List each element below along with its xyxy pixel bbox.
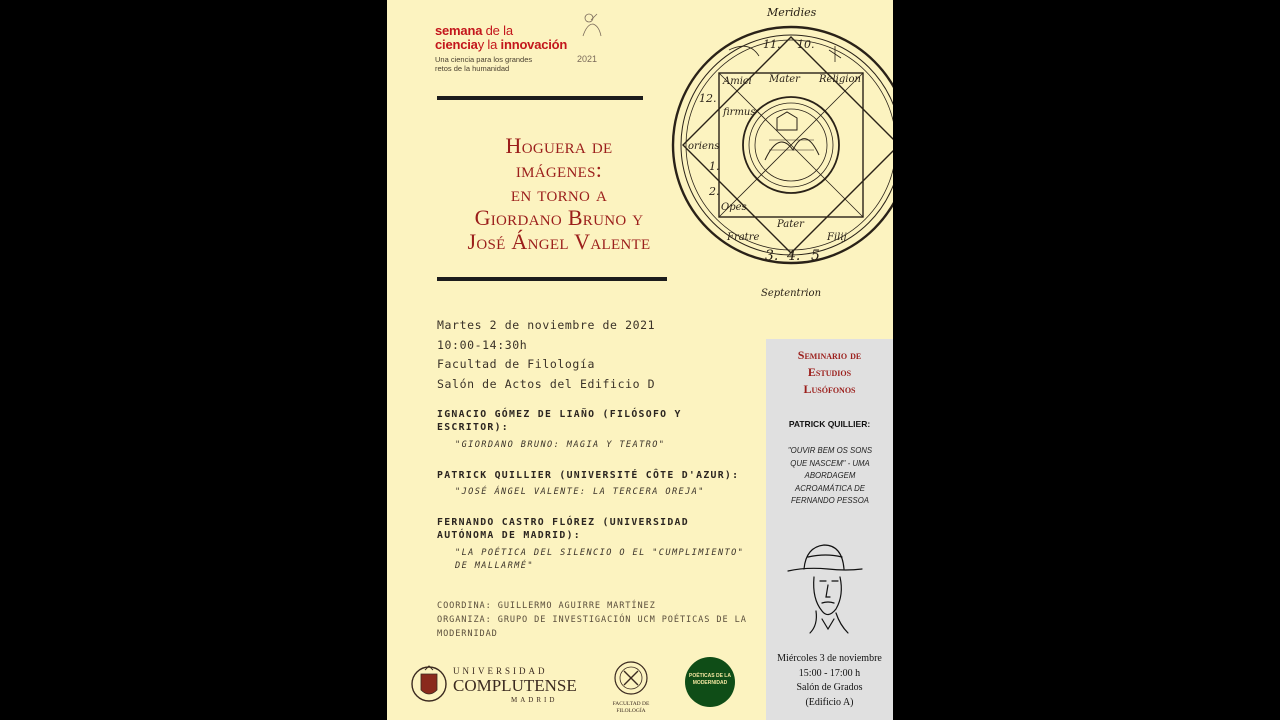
title-line-2: imágenes:	[515, 157, 603, 182]
numeral-2: 2.	[709, 185, 720, 198]
seminario-talk-line-5: FERNANDO PESSOA	[791, 496, 869, 505]
speaker-1-name-line-2: ESCRITOR):	[437, 422, 509, 433]
speaker-2-talk: "JOSÉ ÁNGEL VALENTE: LA TERCERA OREJA"	[455, 487, 705, 497]
seminario-heading	[766, 347, 893, 398]
speaker-2-name-line-1: PATRICK QUILLIER (UNIVERSITÉ CÔTE D'AZUR):	[437, 470, 740, 481]
speaker-3-name-line-1: FERNANDO CASTRO FLÓREZ (UNIVERSIDAD	[437, 517, 689, 528]
yla-word: y la	[477, 37, 498, 52]
numeral-1: 1.	[709, 160, 720, 173]
title-line-3: en torno a	[510, 181, 608, 206]
ucm-universidad: UNIVERSIDAD	[453, 666, 548, 676]
speaker-3-talk	[455, 547, 744, 573]
numeral-10: 10.	[797, 38, 815, 51]
seminario-heading-line-3: Lusófonos	[803, 382, 856, 396]
seminario-talk-line-4: ACROAMÁTICA DE	[795, 483, 865, 493]
innovation-figure-icon	[577, 12, 607, 42]
bottom-divider	[437, 277, 667, 281]
label-oriens: oriens	[688, 141, 720, 152]
ucm-complutense: COMPLUTENSE	[453, 676, 577, 695]
label-mater: Mater	[769, 74, 800, 85]
seminario-talk-line-3: ABORDAGEM	[804, 471, 856, 480]
tagline-line-1: Una ciencia para los grandes	[435, 55, 533, 64]
label-pater: Pater	[777, 219, 804, 230]
organiza-line-2: MODERNIDAD	[437, 628, 498, 639]
filologia-line-2: FILOLOGÍA	[616, 708, 646, 714]
numeral-12: 12.	[699, 92, 717, 105]
seminario-talk-line-2: QUE NASCEM" - UMA	[790, 458, 870, 468]
speaker-3-talk-line-1: "LA POÉTICA DEL SILENCIO O EL "CUMPLIMIENTO"	[455, 548, 745, 558]
event-title	[439, 134, 679, 254]
poeticas-modernidad-logo	[685, 657, 735, 707]
astrological-chart-engraving	[669, 0, 893, 312]
numeral-3: 3.	[765, 248, 779, 264]
seminario-time: 15:00 - 17:00 h	[798, 667, 861, 679]
filologia-logo	[609, 660, 653, 715]
speaker-3-name	[437, 516, 689, 542]
event-faculty: Facultad de Filología	[437, 357, 595, 371]
ciencia-word: ciencia	[435, 37, 478, 52]
speaker-1-name-line-1: IGNACIO GÓMEZ DE LIAÑO (FILÓSOFO Y	[437, 409, 682, 420]
poeticas-line-1: POÉTICAS DE LA	[689, 673, 731, 679]
coordina-credit: COORDINA: GUILLERMO AGUIRRE MARTÍNEZ	[437, 601, 656, 611]
dela-word: de la	[485, 23, 513, 38]
seminario-talk	[772, 445, 888, 508]
seminario-panel	[766, 339, 893, 720]
seminario-speaker: PATRICK QUILLIER:	[788, 419, 871, 429]
ucm-madrid: MADRID	[511, 696, 558, 704]
seminario-talk-line-1: "OUVIR BEM OS SONS	[787, 446, 873, 455]
ucm-crest-icon	[411, 662, 447, 706]
seminario-date: Miércoles 3 de noviembre	[777, 653, 882, 664]
seminario-room: Salón de Grados	[796, 682, 863, 693]
label-opes: Opes	[721, 202, 747, 213]
speaker-1-talk: "GIORDANO BRUNO: MAGIA Y TEATRO"	[455, 440, 666, 450]
numeral-4: 4.	[787, 248, 801, 264]
label-amici: Amici	[723, 76, 752, 87]
organiza-line-1: ORGANIZA: GRUPO DE INVESTIGACIÓN UCM POÉTICAS DE LA	[437, 615, 747, 625]
filologia-emblem-icon	[613, 660, 649, 696]
semana-year: 2021	[577, 54, 598, 64]
filologia-line-1: FACULTAD DE	[612, 701, 650, 707]
event-room: Salón de Actos del Edificio D	[437, 376, 656, 391]
organiza-credit	[437, 614, 747, 641]
title-line-5: José Ángel Valente	[467, 229, 651, 254]
speaker-2-name	[437, 469, 739, 482]
poeticas-line-2: MODERNIDAD	[692, 680, 728, 686]
label-filij: Filij	[827, 232, 847, 243]
speaker-1-name	[437, 408, 682, 434]
title-line-1: Hoguera de	[505, 133, 613, 158]
label-fratre: Fratre	[727, 232, 760, 243]
pessoa-portrait-sketch	[766, 529, 893, 639]
seminario-details	[766, 652, 893, 710]
label-meridies: Meridies	[767, 6, 817, 19]
semana-ciencia-logo	[435, 24, 615, 73]
label-religion: Religion	[819, 74, 861, 85]
seminario-heading-line-2: Estudios	[807, 365, 852, 379]
seminario-building: (Edificio A)	[805, 696, 854, 708]
tagline-line-2: retos de la humanidad	[435, 64, 510, 73]
label-firmus: firmus	[723, 107, 756, 118]
event-time: 10:00-14:30h	[437, 337, 528, 352]
numeral-5: 5.	[811, 248, 825, 264]
event-date: Martes 2 de noviembre de 2021	[437, 318, 656, 332]
numeral-11: 11.	[763, 38, 781, 51]
speaker-3-talk-line-2: DE MALLARMÉ"	[455, 561, 534, 571]
speaker-3-name-line-2: AUTÓNOMA DE MADRID):	[437, 530, 581, 541]
event-info	[437, 316, 655, 394]
title-line-4: Giordano Bruno y	[474, 205, 644, 230]
label-septentrion: Septentrion	[761, 288, 822, 299]
seminario-heading-line-1: Seminario de	[797, 348, 862, 362]
innovacion-word: innovación	[500, 37, 568, 52]
top-divider	[437, 96, 643, 100]
semana-word: semana	[435, 23, 483, 38]
